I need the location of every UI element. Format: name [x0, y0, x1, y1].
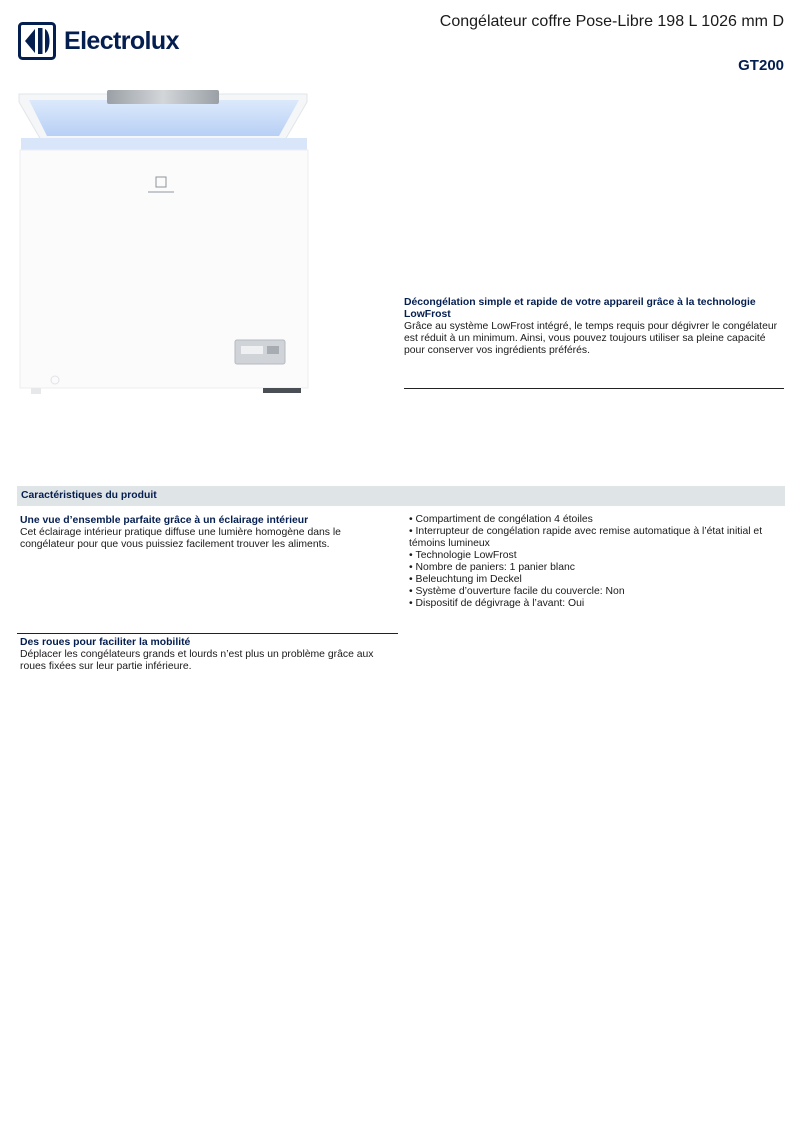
divider-left [17, 633, 398, 634]
section-title: Caractéristiques du produit [21, 490, 157, 501]
lead-feature-text: Grâce au système LowFrost intégré, le temps requis pour dégivrer le congélateur est réduit à un minimum. Ainsi, vous pouvez toujours utiliser sa pleine capacité pour conserver vos ingrédients préférés. [404, 321, 778, 356]
electrolux-logo-icon [18, 22, 56, 60]
spec-item: • Beleuchtung im Deckel [409, 574, 785, 586]
spec-item: • Technologie LowFrost [409, 550, 785, 562]
spec-item: • Interrupteur de congélation rapide avec remise automatique à l’état initial et témoins lumineux [409, 526, 785, 550]
section-header [17, 486, 785, 506]
spec-item: • Système d’ouverture facile du couvercle: Non [409, 586, 785, 598]
feature-text: Déplacer les congélateurs grands et lourds n’est plus un problème grâce aux roues fixées sur leur partie inférieure. [20, 649, 374, 672]
brand-wordmark: Electrolux [64, 27, 179, 55]
divider-right [404, 388, 784, 389]
document-title: Congélateur coffre Pose-Libre 198 L 1026 mm D [439, 13, 784, 30]
feature-title: Des roues pour faciliter la mobilité [20, 637, 191, 648]
feature-wheels [20, 637, 395, 673]
spec-item: • Nombre de paniers: 1 panier blanc [409, 562, 785, 574]
model-code: GT200 [738, 57, 784, 74]
feature-lighting [20, 515, 395, 551]
feature-title: Une vue d’ensemble parfaite grâce à un éclairage intérieur [20, 515, 309, 526]
spec-item: • Dispositif de dégivrage à l’avant: Oui [409, 598, 785, 610]
brand-logo [18, 22, 179, 60]
feature-text: Cet éclairage intérieur pratique diffuse une lumière homogène dans le congélateur pour que vous puissiez facilement trouver les aliments. [20, 527, 341, 550]
spec-list [409, 514, 785, 610]
product-image [15, 88, 315, 398]
lead-feature [404, 297, 784, 357]
spec-item: • Compartiment de congélation 4 étoiles [409, 514, 785, 526]
lead-feature-title: Décongélation simple et rapide de votre appareil grâce à la technologie LowFrost [404, 297, 756, 320]
